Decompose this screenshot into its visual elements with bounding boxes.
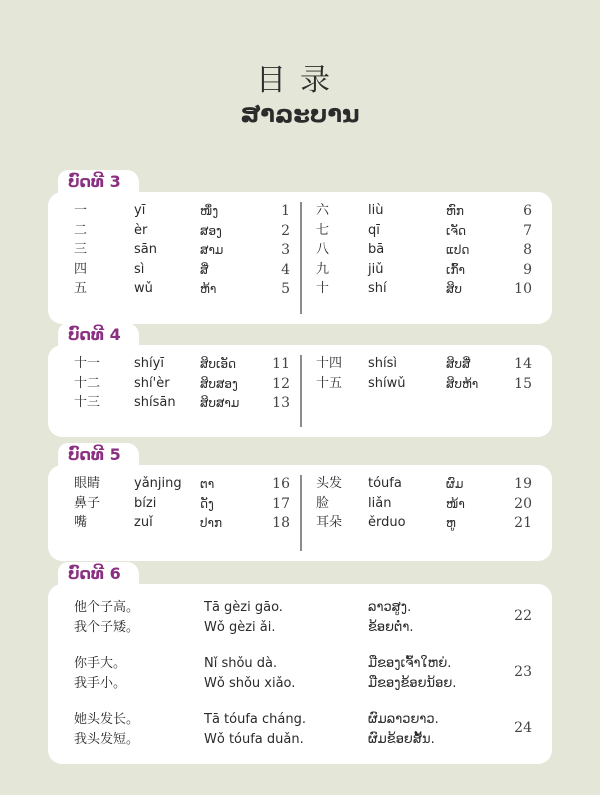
lao-word: ສິບເອັດ xyxy=(200,357,237,371)
page-number: 19 xyxy=(514,476,532,492)
pinyin: shísān xyxy=(134,395,176,410)
lao-word: ຕາ xyxy=(200,477,215,491)
pinyin: yǎnjing xyxy=(134,476,182,491)
lao-word: ແປດ xyxy=(446,243,470,257)
lao-sentence: ຜົມລາວຍາວ. xyxy=(368,712,439,727)
lesson-card xyxy=(48,192,552,324)
lao-sentence: ຜົມຂ້ອຍສັ້ນ. xyxy=(368,732,435,747)
lao-word: ສິບຫ້າ xyxy=(446,376,479,391)
chinese-word: 一 xyxy=(74,203,88,218)
chinese-sentence: 她头发长。 xyxy=(74,712,140,727)
lao-sentence: ລາວສູງ. xyxy=(368,600,412,615)
page-number: 18 xyxy=(272,515,290,531)
page-number: 8 xyxy=(523,242,532,258)
sentence-group xyxy=(48,598,552,638)
chinese-word: 嘴 xyxy=(74,515,88,530)
chinese-sentence: 他个子高。 xyxy=(74,600,140,615)
pinyin: ěrduo xyxy=(368,515,406,530)
sentence-group xyxy=(48,654,552,694)
chinese-word: 十 xyxy=(316,281,330,296)
pinyin: sì xyxy=(134,261,145,277)
chinese-word: 七 xyxy=(316,222,330,238)
lao-word: ສິບສອງ xyxy=(200,376,238,391)
chinese-word: 三 xyxy=(74,242,88,257)
pinyin: wǔ xyxy=(134,281,153,296)
lao-word: ສິບສາມ xyxy=(200,396,240,410)
pinyin: bízi xyxy=(134,495,157,511)
toc-row xyxy=(48,222,552,240)
toc-row xyxy=(48,495,552,513)
page-title-chinese: 目录 xyxy=(256,63,344,98)
chinese-word: 脸 xyxy=(316,495,330,511)
chinese-sentence: 我手小。 xyxy=(74,676,127,691)
pinyin: bā xyxy=(368,242,385,257)
toc-row xyxy=(48,261,552,279)
pinyin: yī xyxy=(134,203,146,218)
page-number: 1 xyxy=(281,203,290,219)
page-number: 17 xyxy=(272,495,290,512)
pinyin: sān xyxy=(134,242,157,257)
chinese-word: 五 xyxy=(74,281,88,296)
page-number: 5 xyxy=(281,281,290,297)
page-number: 12 xyxy=(272,375,290,392)
chinese-word: 鼻子 xyxy=(74,495,101,511)
toc-row xyxy=(48,375,552,393)
chinese-word: 十二 xyxy=(74,375,101,391)
lesson-card xyxy=(48,345,552,437)
pinyin-sentence: Wǒ tóufa duǎn. xyxy=(204,732,304,747)
lao-word: ປາກ xyxy=(200,516,223,530)
pinyin-sentence: Nǐ shǒu dà. xyxy=(204,656,278,671)
chinese-word: 二 xyxy=(74,222,88,238)
lao-word: ສິບສີ່ xyxy=(446,357,471,371)
page-number: 24 xyxy=(514,720,532,736)
pinyin: shíwǔ xyxy=(368,375,406,391)
lao-word: ສາມ xyxy=(200,243,224,257)
page-title-lao: ສາລະບານ xyxy=(240,100,360,128)
lao-word: ຫູ xyxy=(446,516,456,530)
lao-word: ຫ້າ xyxy=(200,282,217,296)
toc-row xyxy=(48,514,552,532)
lao-sentence: ມືຂອງຂ້ອຍນ້ອຍ. xyxy=(368,676,457,691)
page-number: 9 xyxy=(523,261,532,278)
lesson-section xyxy=(48,443,552,561)
chinese-sentence: 我个子矮。 xyxy=(74,620,140,635)
toc-row xyxy=(48,202,552,220)
lao-word: ເກົ້າ xyxy=(446,262,466,277)
page-number: 16 xyxy=(272,476,290,492)
chinese-word: 十三 xyxy=(74,395,101,410)
pinyin: èr xyxy=(134,222,148,238)
pinyin-sentence: Wǒ gèzi ǎi. xyxy=(204,620,276,635)
lao-sentence: ຂ້ອຍຕ່ຳ. xyxy=(368,620,414,635)
page-number: 15 xyxy=(514,375,532,392)
pinyin: liù xyxy=(368,203,384,218)
chinese-word: 八 xyxy=(316,242,330,257)
pinyin: liǎn xyxy=(368,495,392,511)
pinyin: zuǐ xyxy=(134,515,153,530)
lao-word: ສີ່ xyxy=(200,262,209,277)
lao-word: ຜົມ xyxy=(446,477,464,491)
pinyin-sentence: Wǒ shǒu xiǎo. xyxy=(204,676,296,691)
page-number: 7 xyxy=(523,222,532,239)
page-number: 13 xyxy=(272,395,290,411)
lesson-card xyxy=(48,584,552,764)
chinese-word: 十一 xyxy=(74,356,101,371)
toc-row xyxy=(48,241,552,259)
chinese-sentence: 我头发短。 xyxy=(74,732,140,747)
pinyin-sentence: Tā tóufa cháng. xyxy=(204,712,306,727)
page-number: 22 xyxy=(514,608,532,624)
chinese-word: 十四 xyxy=(316,356,343,371)
chinese-sentence: 你手大。 xyxy=(74,656,127,671)
pinyin: shísì xyxy=(368,356,398,371)
pinyin: jiǔ xyxy=(368,261,384,277)
sentence-group xyxy=(48,710,552,750)
toc-row xyxy=(48,475,552,493)
pinyin: shíyī xyxy=(134,356,164,371)
lesson-section xyxy=(48,323,552,437)
chinese-word: 耳朵 xyxy=(316,515,343,530)
chinese-word: 四 xyxy=(74,261,88,277)
page-number: 3 xyxy=(281,242,290,258)
page-number: 11 xyxy=(272,356,290,372)
lao-word: ໜຶ່ງ xyxy=(200,204,219,218)
lao-word: ສິບ xyxy=(446,282,462,296)
lao-sentence: ມືຂອງເຈົ້າໃຫຍ່. xyxy=(368,656,452,671)
pinyin: qī xyxy=(368,222,380,238)
page-number: 10 xyxy=(514,281,532,297)
pinyin: shí xyxy=(368,281,387,296)
page-number: 2 xyxy=(281,222,290,239)
pinyin: tóufa xyxy=(368,476,402,491)
chinese-word: 九 xyxy=(316,261,330,277)
page-number: 23 xyxy=(514,664,532,680)
lesson-section xyxy=(48,170,552,324)
lao-word: ໜ້າ xyxy=(446,496,465,511)
page-number: 20 xyxy=(514,495,532,512)
chinese-word: 十五 xyxy=(316,375,343,391)
lesson-section xyxy=(48,562,552,772)
page-number: 14 xyxy=(514,356,532,372)
page-number: 4 xyxy=(281,261,290,278)
lesson-tab: ບົດທີ 5 xyxy=(58,443,139,467)
lao-word: ເຈັດ xyxy=(446,223,467,238)
lao-word: ຫົກ xyxy=(446,204,464,218)
toc-row xyxy=(48,280,552,298)
pinyin: shí'èr xyxy=(134,375,170,391)
pinyin-sentence: Tā gèzi gāo. xyxy=(204,600,283,615)
lesson-tab: ບົດທີ 4 xyxy=(58,323,139,347)
lesson-tab: ບົດທີ 6 xyxy=(58,562,139,586)
toc-row xyxy=(48,394,552,412)
chinese-word: 头发 xyxy=(316,476,343,491)
lao-word: ສອງ xyxy=(200,223,222,238)
lesson-card xyxy=(48,465,552,561)
chinese-word: 六 xyxy=(316,203,330,218)
lesson-tab: ບົດທີ 3 xyxy=(58,170,139,194)
toc-row xyxy=(48,355,552,373)
page-number: 6 xyxy=(523,203,532,219)
lao-word: ດັງ xyxy=(200,496,214,511)
chinese-word: 眼睛 xyxy=(74,476,101,491)
page-number: 21 xyxy=(514,515,532,531)
